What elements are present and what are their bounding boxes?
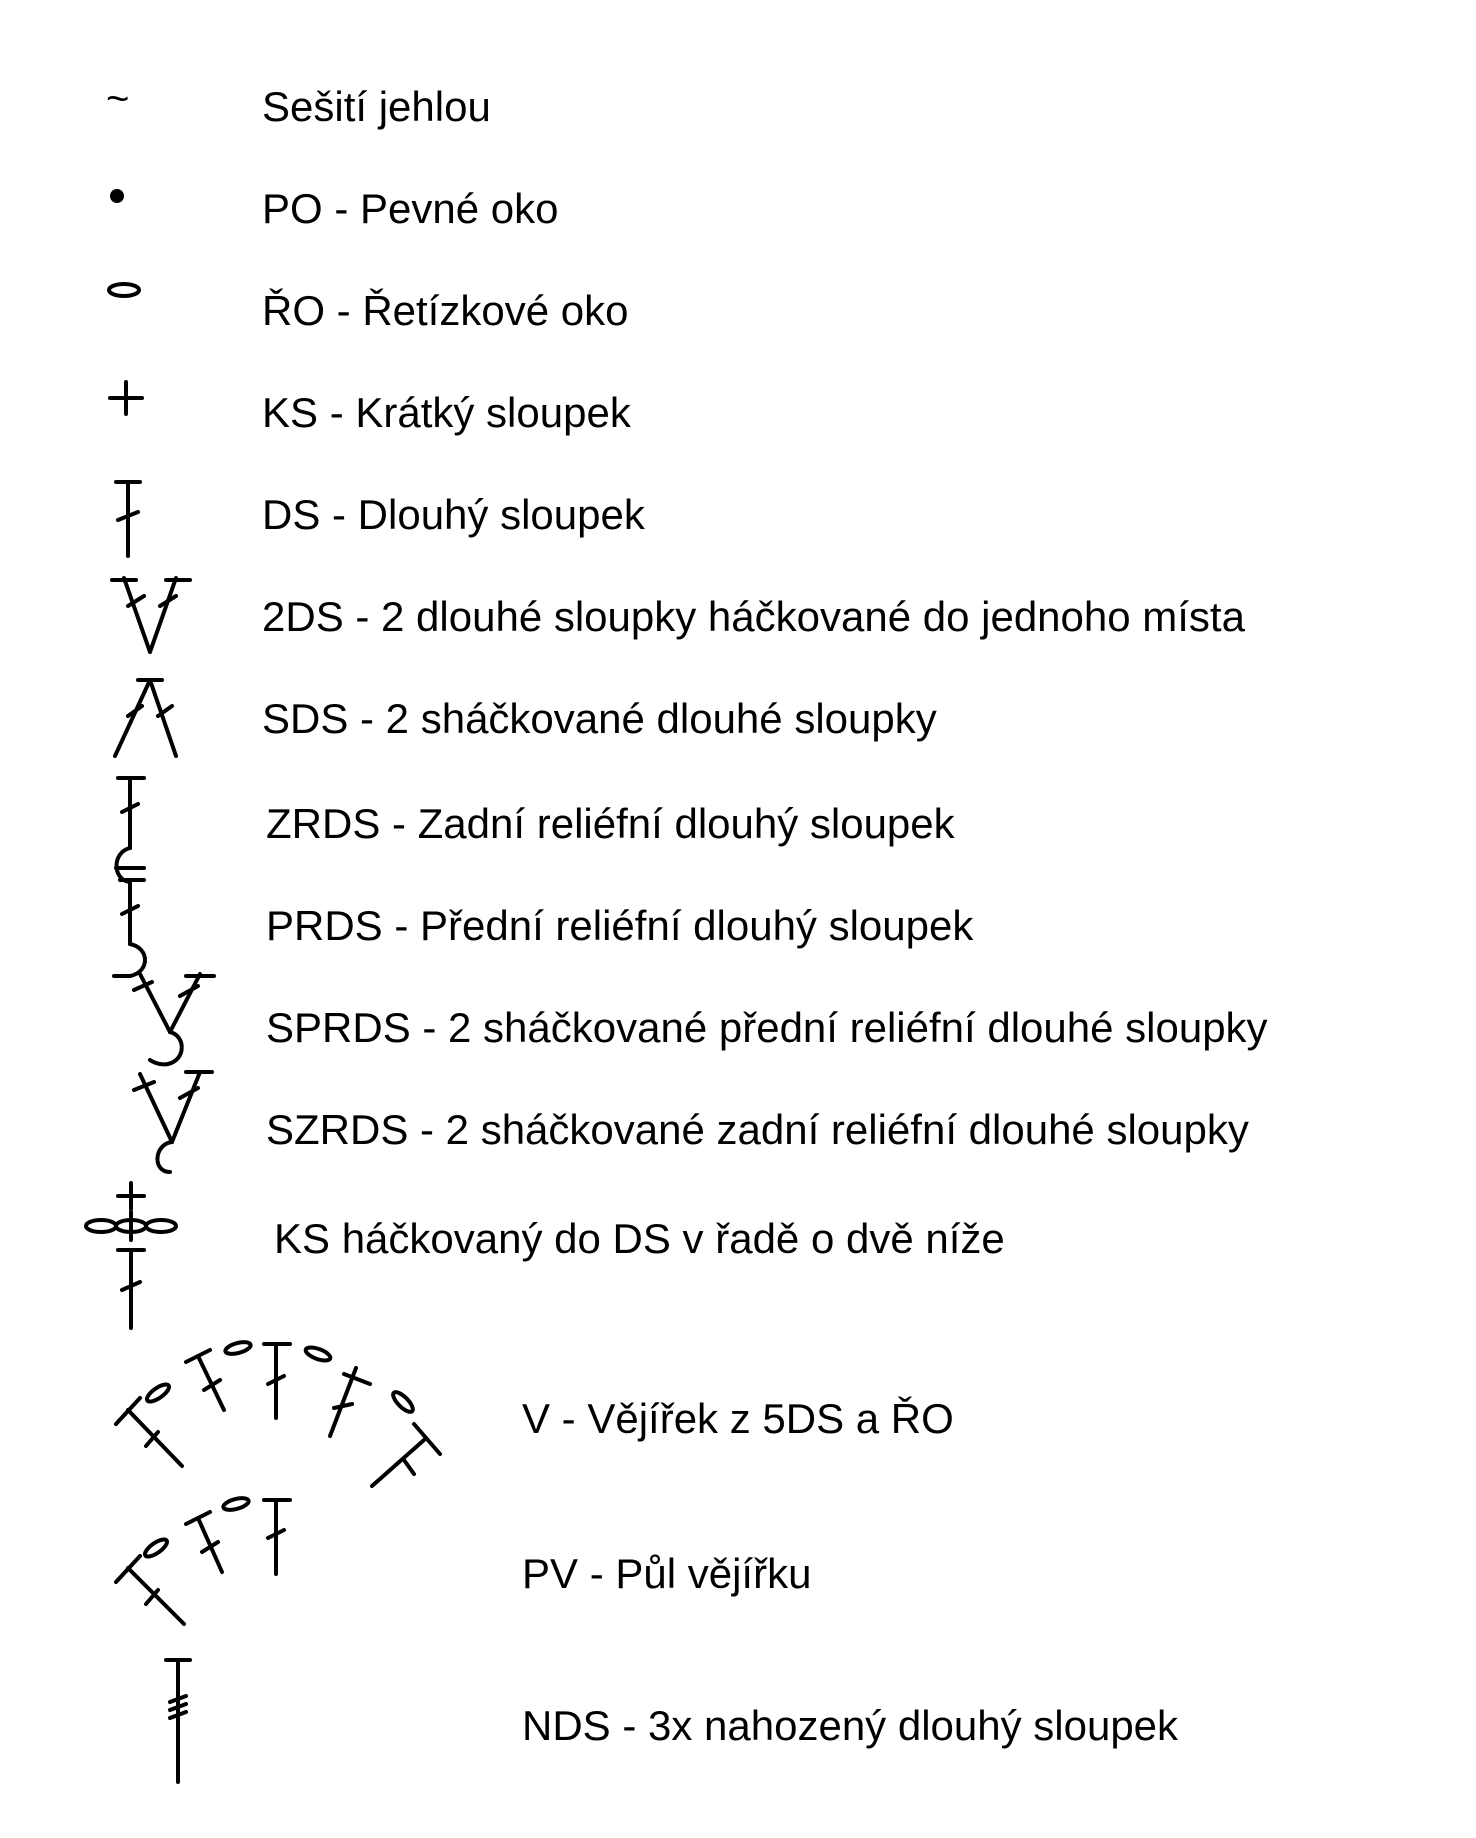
- slip-stitch-sew-symbol: [106, 77, 129, 121]
- front-post-double-crochet-symbol: [114, 880, 145, 976]
- back-post-dc2tog-symbol: [134, 1072, 212, 1172]
- legend-label-sew: Sešití jehlou: [262, 83, 491, 130]
- treble-crochet-symbol: [166, 1660, 190, 1782]
- single-crochet-into-dc-two-rows-below-symbol: [86, 1183, 176, 1328]
- legend-label-szrds: SZRDS - 2 sháčkované zadní reliéfní dlouhé sloupky: [266, 1106, 1249, 1153]
- chain-stitch-symbol: [109, 284, 139, 296]
- two-double-crochet-same-place-symbol: [112, 578, 190, 652]
- svg-text:~: ~: [106, 77, 130, 121]
- legend-label-zrds: ZRDS - Zadní reliéfní dlouhý sloupek: [266, 800, 955, 847]
- legend-label-nds: NDS - 3x nahozený dlouhý sloupek: [522, 1702, 1179, 1749]
- legend-label-ro: ŘO - Řetízkové oko: [262, 287, 629, 334]
- legend-label-sds: SDS - 2 sháčkované dlouhé sloupky: [262, 695, 937, 742]
- legend-label-prds: PRDS - Přední reliéfní dlouhý sloupek: [266, 902, 974, 949]
- legend-label-po: PO - Pevné oko: [262, 185, 559, 232]
- half-fan-symbol: [116, 1496, 290, 1624]
- slip-stitch-dot-symbol: [110, 189, 124, 203]
- legend-label-ks-into-ds: KS háčkovaný do DS v řadě o dvě níže: [274, 1215, 1005, 1262]
- back-post-double-crochet-symbol: [116, 778, 144, 882]
- legend-label-2ds: 2DS - 2 dlouhé sloupky háčkované do jednoho místa: [262, 593, 1245, 640]
- front-post-dc2tog-symbol: [134, 974, 214, 1064]
- fan-symbol: [116, 1340, 440, 1486]
- legend-label-half-fan: PV - Půl vějířku: [522, 1550, 812, 1597]
- legend-label-fan: V - Vějířek z 5DS a ŘO: [522, 1395, 954, 1442]
- double-crochet-symbol: [116, 482, 140, 556]
- single-crochet-symbol: [110, 382, 142, 414]
- legend-label-ks: KS - Krátký sloupek: [262, 389, 631, 436]
- legend-label-ds: DS - Dlouhý sloupek: [262, 491, 645, 538]
- legend-label-sprds: SPRDS - 2 sháčkované přední reliéfní dlouhé sloupky: [266, 1004, 1268, 1051]
- two-double-crochet-together-symbol: [115, 680, 176, 756]
